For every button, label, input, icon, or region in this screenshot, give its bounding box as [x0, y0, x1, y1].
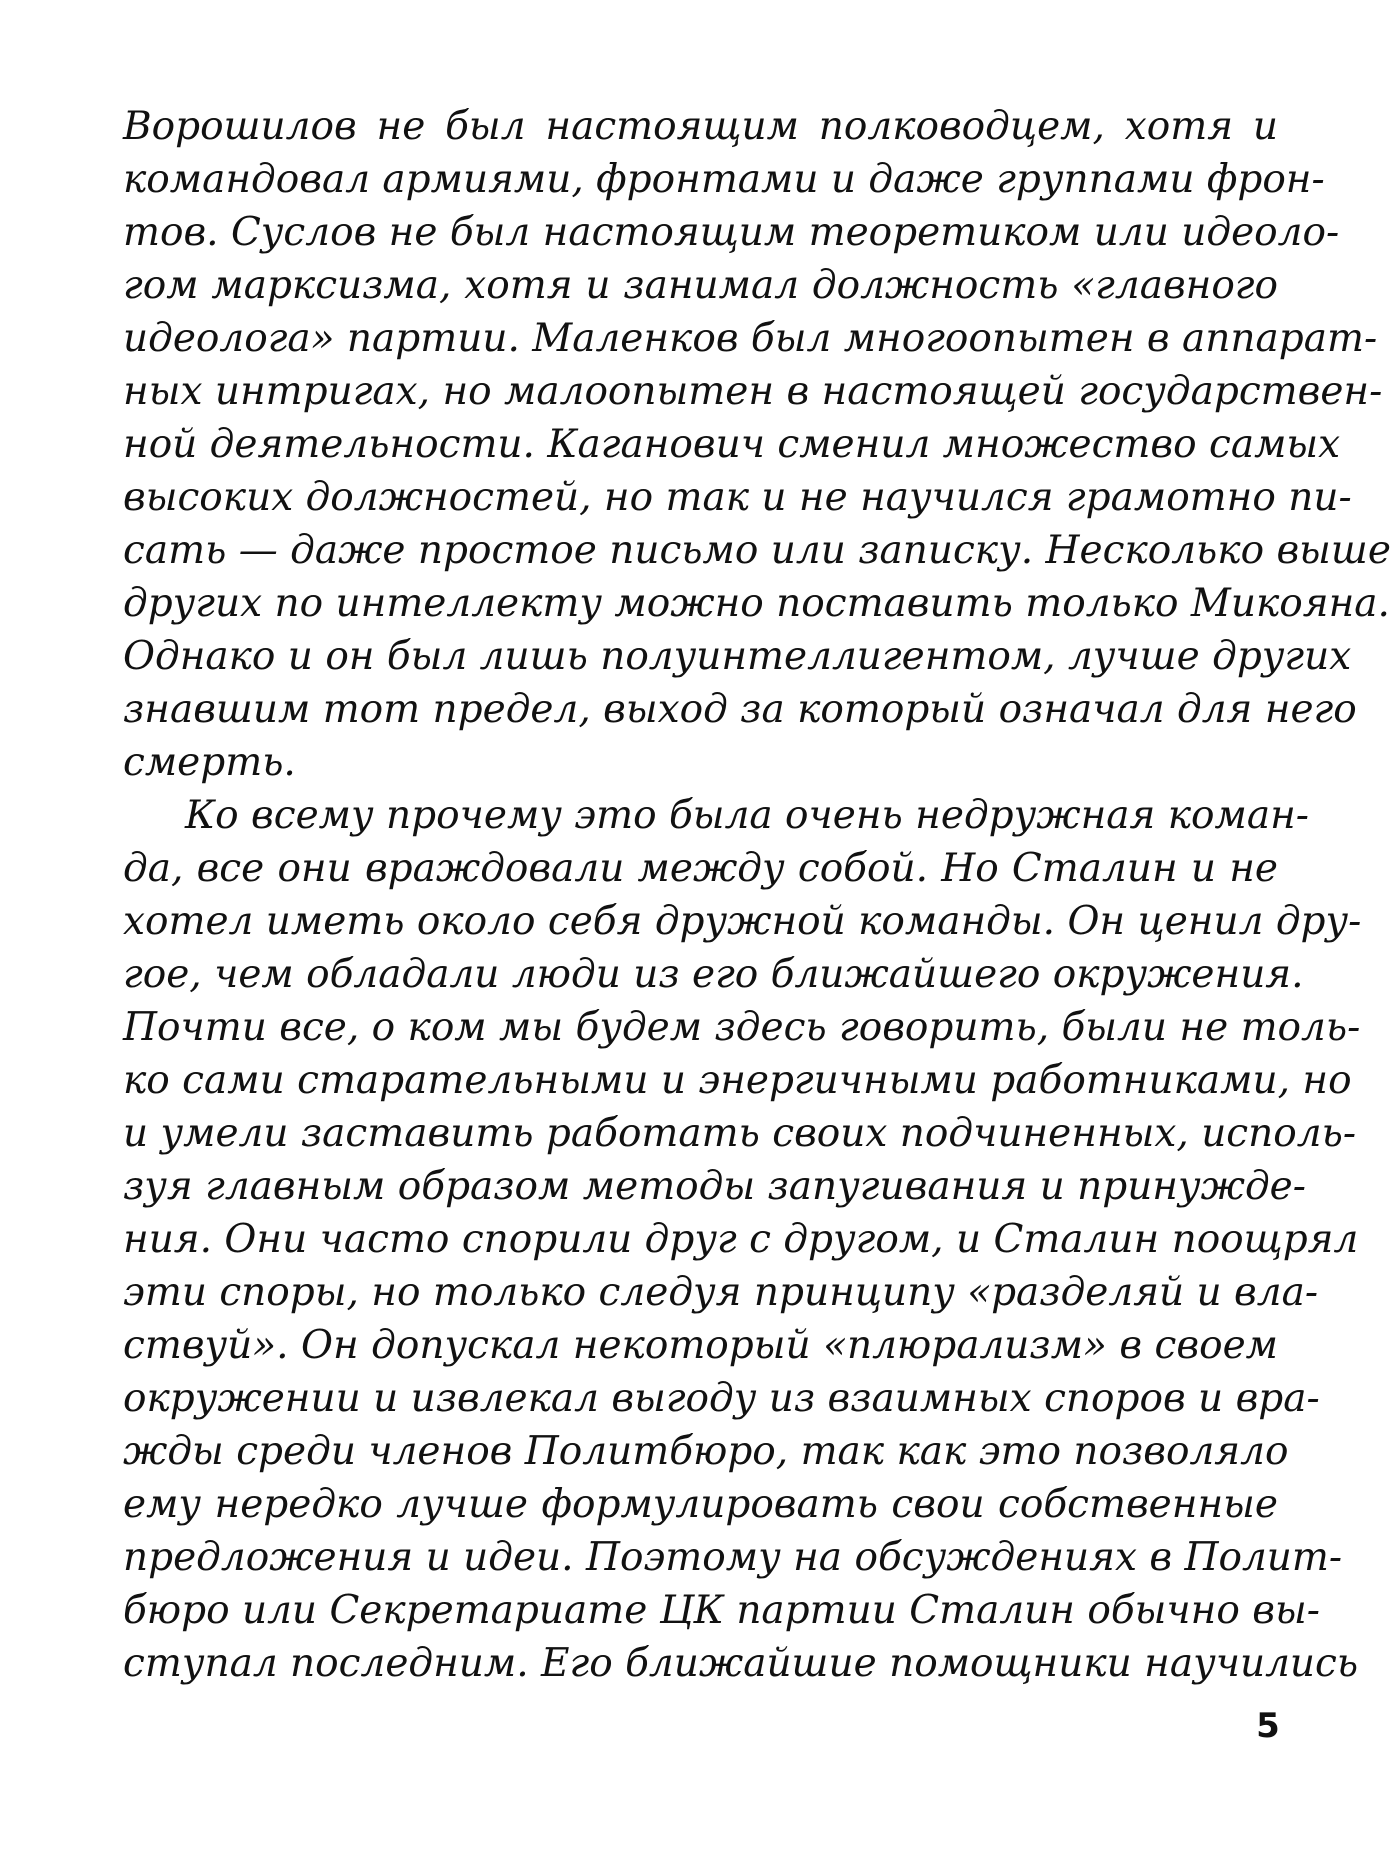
- text-line: ствуй». Он допускал некоторый «плюрализм» в своем: [123, 1323, 1278, 1368]
- paragraph-2: [123, 789, 1362, 1690]
- text-line: гом марксизма, хотя и занимал должность «главного: [123, 263, 1278, 308]
- text-line: эти споры, но только следуя принципу «разделяй и вла-: [123, 1270, 1319, 1315]
- text-line: смерть.: [123, 740, 296, 785]
- text-line: Почти все, о ком мы будем здесь говорить, были не толь-: [123, 1005, 1361, 1050]
- text-line: гое, чем обладали люди из его ближайшего окружения.: [123, 952, 1304, 997]
- text-line: Ко всему прочему это была очень недружная коман-: [185, 793, 1309, 838]
- text-line: идеолога» партии. Маленков был многоопытен в аппарат-: [123, 316, 1378, 361]
- text-line: Ворошилов не был настоящим полководцем, хотя и: [123, 104, 1278, 149]
- text-line: сать — даже простое письмо или записку. Несколько выше: [123, 528, 1391, 573]
- text-line: ния. Они часто спорили друг с другом, и Сталин поощрял: [123, 1217, 1359, 1262]
- text-line: других по интеллекту можно поставить только Микояна.: [123, 581, 1390, 626]
- text-line: ему нередко лучше формулировать свои собственные: [123, 1482, 1278, 1527]
- text-line: предложения и идеи. Поэтому на обсуждениях в Полит-: [123, 1535, 1343, 1580]
- text-line: знавшим тот предел, выход за который означал для него: [123, 687, 1357, 732]
- text-line: командовал армиями, фронтами и даже группами фрон-: [123, 157, 1325, 202]
- text-line: хотел иметь около себя дружной команды. Он ценил дру-: [123, 899, 1362, 944]
- text-line: ступал последним. Его ближайшие помощники научились: [123, 1641, 1359, 1686]
- text-line: бюро или Секретариате ЦК партии Сталин обычно вы-: [123, 1588, 1320, 1633]
- text-line: тов. Суслов не был настоящим теоретиком или идеоло-: [123, 210, 1340, 255]
- text-line: окружении и извлекал выгоду из взаимных споров и вра-: [123, 1376, 1320, 1421]
- text-line: зуя главным образом методы запугивания и принужде-: [123, 1164, 1306, 1209]
- text-line: да, все они враждовали между собой. Но Сталин и не: [123, 846, 1278, 891]
- text-line: высоких должностей, но так и не научился грамотно пи-: [123, 475, 1352, 520]
- body-text: [123, 100, 1391, 1690]
- text-line: ной деятельности. Каганович сменил множество самых: [123, 422, 1341, 467]
- text-line: и умели заставить работать своих подчиненных, исполь-: [123, 1111, 1356, 1156]
- paragraph-1: [123, 100, 1391, 789]
- text-line: ных интригах, но малоопытен в настоящей государствен-: [123, 369, 1383, 414]
- text-line: жды среди членов Политбюро, так как это позволяло: [123, 1429, 1289, 1474]
- text-line: ко сами старательными и энергичными работниками, но: [123, 1058, 1352, 1103]
- page-number: 5: [1256, 1706, 1280, 1746]
- text-line: Однако и он был лишь полуинтеллигентом, лучше других: [123, 634, 1352, 679]
